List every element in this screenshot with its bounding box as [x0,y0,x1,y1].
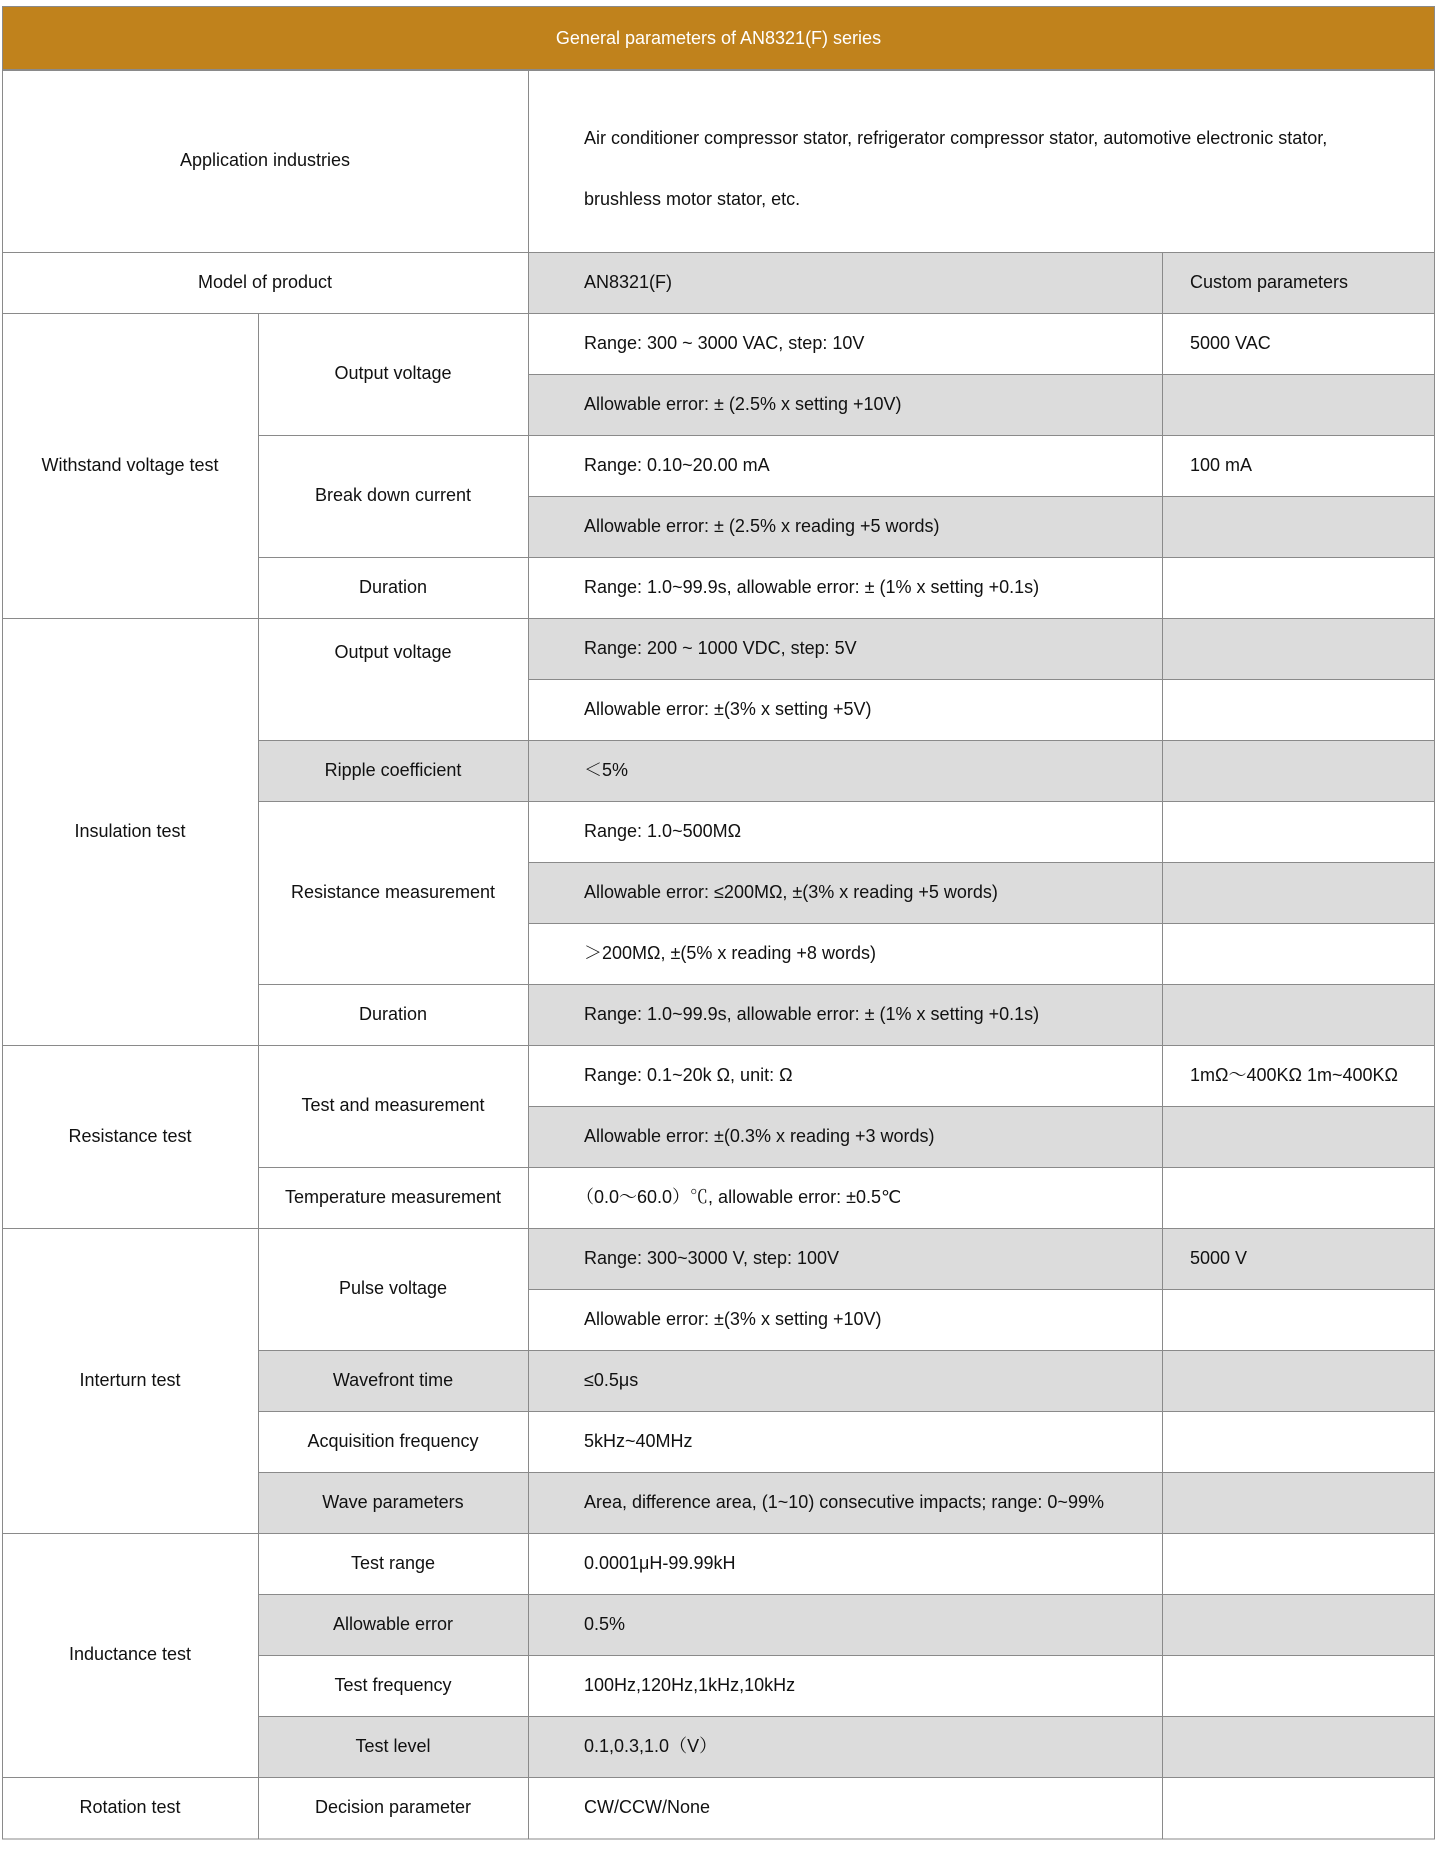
resistance-temperature: Temperature measurement [284,1186,502,1207]
empty-cell [1162,496,1435,557]
empty-cell [1162,740,1435,801]
insulation-ov-error: Allowable error: ±(3% x setting +5V) [584,698,872,719]
resistance-test-meas: Test and measurement [301,1095,485,1116]
withstand-ov-range: Range: 300 ~ 3000 VAC, step: 10V [584,332,865,353]
application-label: Application industries [179,150,351,171]
insulation-dur-range: Range: 1.0~99.9s, allowable error: ± (1% x setting +0.1s) [528,984,1162,1045]
empty-cell [1162,1350,1435,1411]
empty-cell [1162,618,1435,679]
inductance-label: Inductance test [68,1644,192,1665]
insulation-duration: Duration [358,1003,428,1024]
inductance-error-value: 0.5% [528,1594,1162,1655]
empty-cell [1162,984,1435,1045]
rotation-decision-value: CW/CCW/None [584,1797,711,1818]
interturn-acquisition-value: 5kHz~40MHz [584,1430,693,1451]
withstand-bd-error: Allowable error: ± (2.5% x reading +5 words) [528,496,1162,557]
empty-cell [1162,1106,1435,1167]
resistance-tm-range: Range: 0.1~20k Ω, unit: Ω [584,1064,793,1085]
inductance-level-value: 0.1,0.3,1.0（V） [528,1716,1162,1777]
resistance-label: Resistance test [68,1125,192,1146]
rotation-decision: Decision parameter [314,1797,472,1817]
interturn-pulse: Pulse voltage [338,1278,448,1299]
application-text: Air conditioner compressor stator, refrigerator compressor stator, automotive electronic stator, brushless motor stator, etc. [584,128,1328,209]
insulation-ripple-value: ＜5% [528,740,1162,801]
empty-cell [1162,1594,1435,1655]
interturn-acquisition: Acquisition frequency [307,1430,479,1451]
model-label: Model of product [197,271,333,292]
insulation-ov-range: Range: 200 ~ 1000 VDC, step: 5V [528,618,1162,679]
model-custom-header: Custom parameters [1162,252,1435,313]
interturn-wavefront-value: ≤0.5μs [528,1350,1162,1411]
withstand-dur-range: Range: 1.0~99.9s, allowable error: ± (1% x setting +0.1s) [584,576,1040,597]
resistance-tm-custom: 1mΩ～400KΩ 1m~400KΩ [1190,1064,1398,1085]
inductance-range-value: 0.0001μH-99.99kH [584,1552,736,1573]
model-product: AN8321(F) [528,252,1162,313]
inductance-frequency: Test frequency [334,1674,452,1695]
insulation-label: Insulation test [74,820,186,841]
empty-cell [1162,374,1435,435]
insulation-res-range: Range: 1.0~500MΩ [584,820,742,841]
withstand-bd-range: Range: 0.10~20.00 mA [584,454,770,475]
inductance-frequency-value: 100Hz,120Hz,1kHz,10kHz [584,1674,796,1695]
empty-cell [1162,862,1435,923]
withstand-bd-custom: 100 mA [1190,454,1253,475]
interturn-label: Interturn test [79,1369,181,1390]
interturn-wavefront: Wavefront time [258,1350,528,1411]
interturn-pulse-range: Range: 300~3000 V, step: 100V [528,1228,1162,1289]
table-title: General parameters of AN8321(F) series [2,6,1435,70]
interturn-wave: Wave parameters [258,1472,528,1533]
inductance-range: Test range [350,1552,436,1573]
insulation-output-voltage: Output voltage [334,642,452,662]
withstand-duration: Duration [358,576,428,597]
insulation-ripple: Ripple coefficient [258,740,528,801]
withstand-ov-error: Allowable error: ± (2.5% x setting +10V) [528,374,1162,435]
withstand-breakdown: Break down current [314,485,472,506]
insulation-res-error1: Allowable error: ≤200MΩ, ±(3% x reading +5 words) [528,862,1162,923]
withstand-label: Withstand voltage test [41,454,219,475]
inductance-error: Allowable error [258,1594,528,1655]
empty-cell [1162,1716,1435,1777]
interturn-pulse-custom: 5000 V [1162,1228,1435,1289]
rotation-label: Rotation test [79,1797,181,1818]
parameters-table [2,6,1435,1846]
insulation-resistance: Resistance measurement [290,881,496,902]
withstand-output-voltage: Output voltage [334,363,452,384]
empty-cell [1162,1472,1435,1533]
interturn-pulse-error: Allowable error: ±(3% x setting +10V) [584,1308,882,1329]
inductance-level: Test level [258,1716,528,1777]
withstand-ov-custom: 5000 VAC [1190,332,1271,353]
resistance-temp-value: （0.0～60.0）℃, allowable error: ±0.5℃ [576,1186,902,1207]
insulation-res-error2: ＞200MΩ, ±(5% x reading +8 words) [584,942,876,963]
interturn-wave-value: Area, difference area, (1~10) consecutive impacts; range: 0~99% [528,1472,1162,1533]
resistance-tm-error: Allowable error: ±(0.3% x reading +3 words) [528,1106,1162,1167]
